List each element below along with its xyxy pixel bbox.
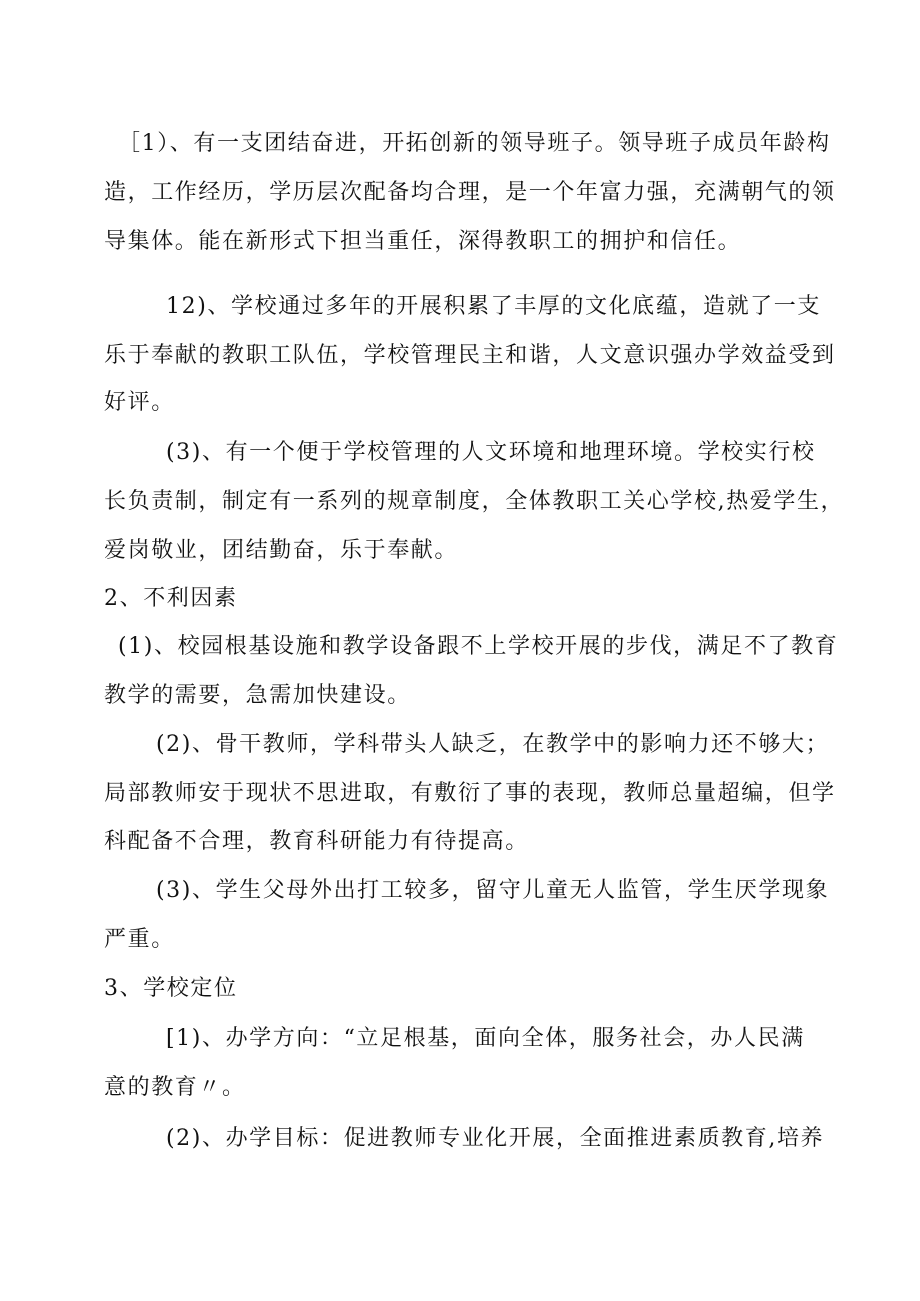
- section-heading-3: 3、学校定位: [104, 976, 238, 1001]
- paragraph-2-line-2: 乐于奉献的教职工队伍，学校管理民主和谐，人文意识强办学效益受到: [104, 343, 836, 368]
- paragraph-1-line-3: 导集体。能在新形式下担当重任，深得教职工的拥护和信任。: [104, 229, 742, 254]
- paragraph-4-line-2: 教学的需要，急需加快建设。: [104, 683, 411, 708]
- paragraph-5-line-1: (2)、骨干教师，学科带头人缺乏，在教学中的影响力还不够大；: [156, 732, 830, 757]
- paragraph-1-line-2: 造，工作经历，学历层次配备均合理，是一个年富力强，充满朝气的领: [104, 180, 836, 205]
- paragraph-4-line-1: (1)、校园根基设施和教学设备跟不上学校开展的步伐，满足不了教育: [118, 634, 839, 659]
- paragraph-1-line-1: ［1）、有一支团结奋进，开拓创新的领导班子。领导班子成员年龄构: [118, 131, 831, 156]
- paragraph-7-line-2: 意的教育〃。: [104, 1075, 246, 1100]
- paragraph-2-line-1: 12)、学校通过多年的开展积累了丰厚的文化底蕴，造就了一支: [166, 294, 821, 319]
- paragraph-6-line-1: (3)、学生父母外出打工较多，留守儿童无人监管，学生厌学现象: [156, 878, 830, 903]
- paragraph-7-line-1: [1)、办学方向：“立足根基，面向全体，服务社会，办人民满: [166, 1026, 805, 1051]
- paragraph-2-line-3: 好评。: [104, 390, 175, 415]
- paragraph-8-line-1: (2)、办学目标：促进教师专业化开展，全面推进素质教育,培养: [166, 1126, 825, 1151]
- paragraph-5-line-3: 科配备不合理，教育科研能力有待提高。: [104, 829, 529, 854]
- section-heading-2: 2、不利因素: [104, 586, 238, 611]
- paragraph-3-line-1: (3)、有一个便于学校管理的人文环境和地理环境。学校实行校: [166, 440, 816, 465]
- paragraph-3-line-2: 长负责制，制定有一系列的规章制度，全体教职工关心学校,热爱学生，: [104, 489, 845, 514]
- paragraph-3-line-3: 爱岗敬业，团结勤奋，乐于奉献。: [104, 538, 459, 563]
- paragraph-6-line-2: 严重。: [104, 927, 175, 952]
- paragraph-5-line-2: 局部教师安于现状不思进取，有敷衍了事的表现，教师总量超编，但学: [104, 781, 836, 806]
